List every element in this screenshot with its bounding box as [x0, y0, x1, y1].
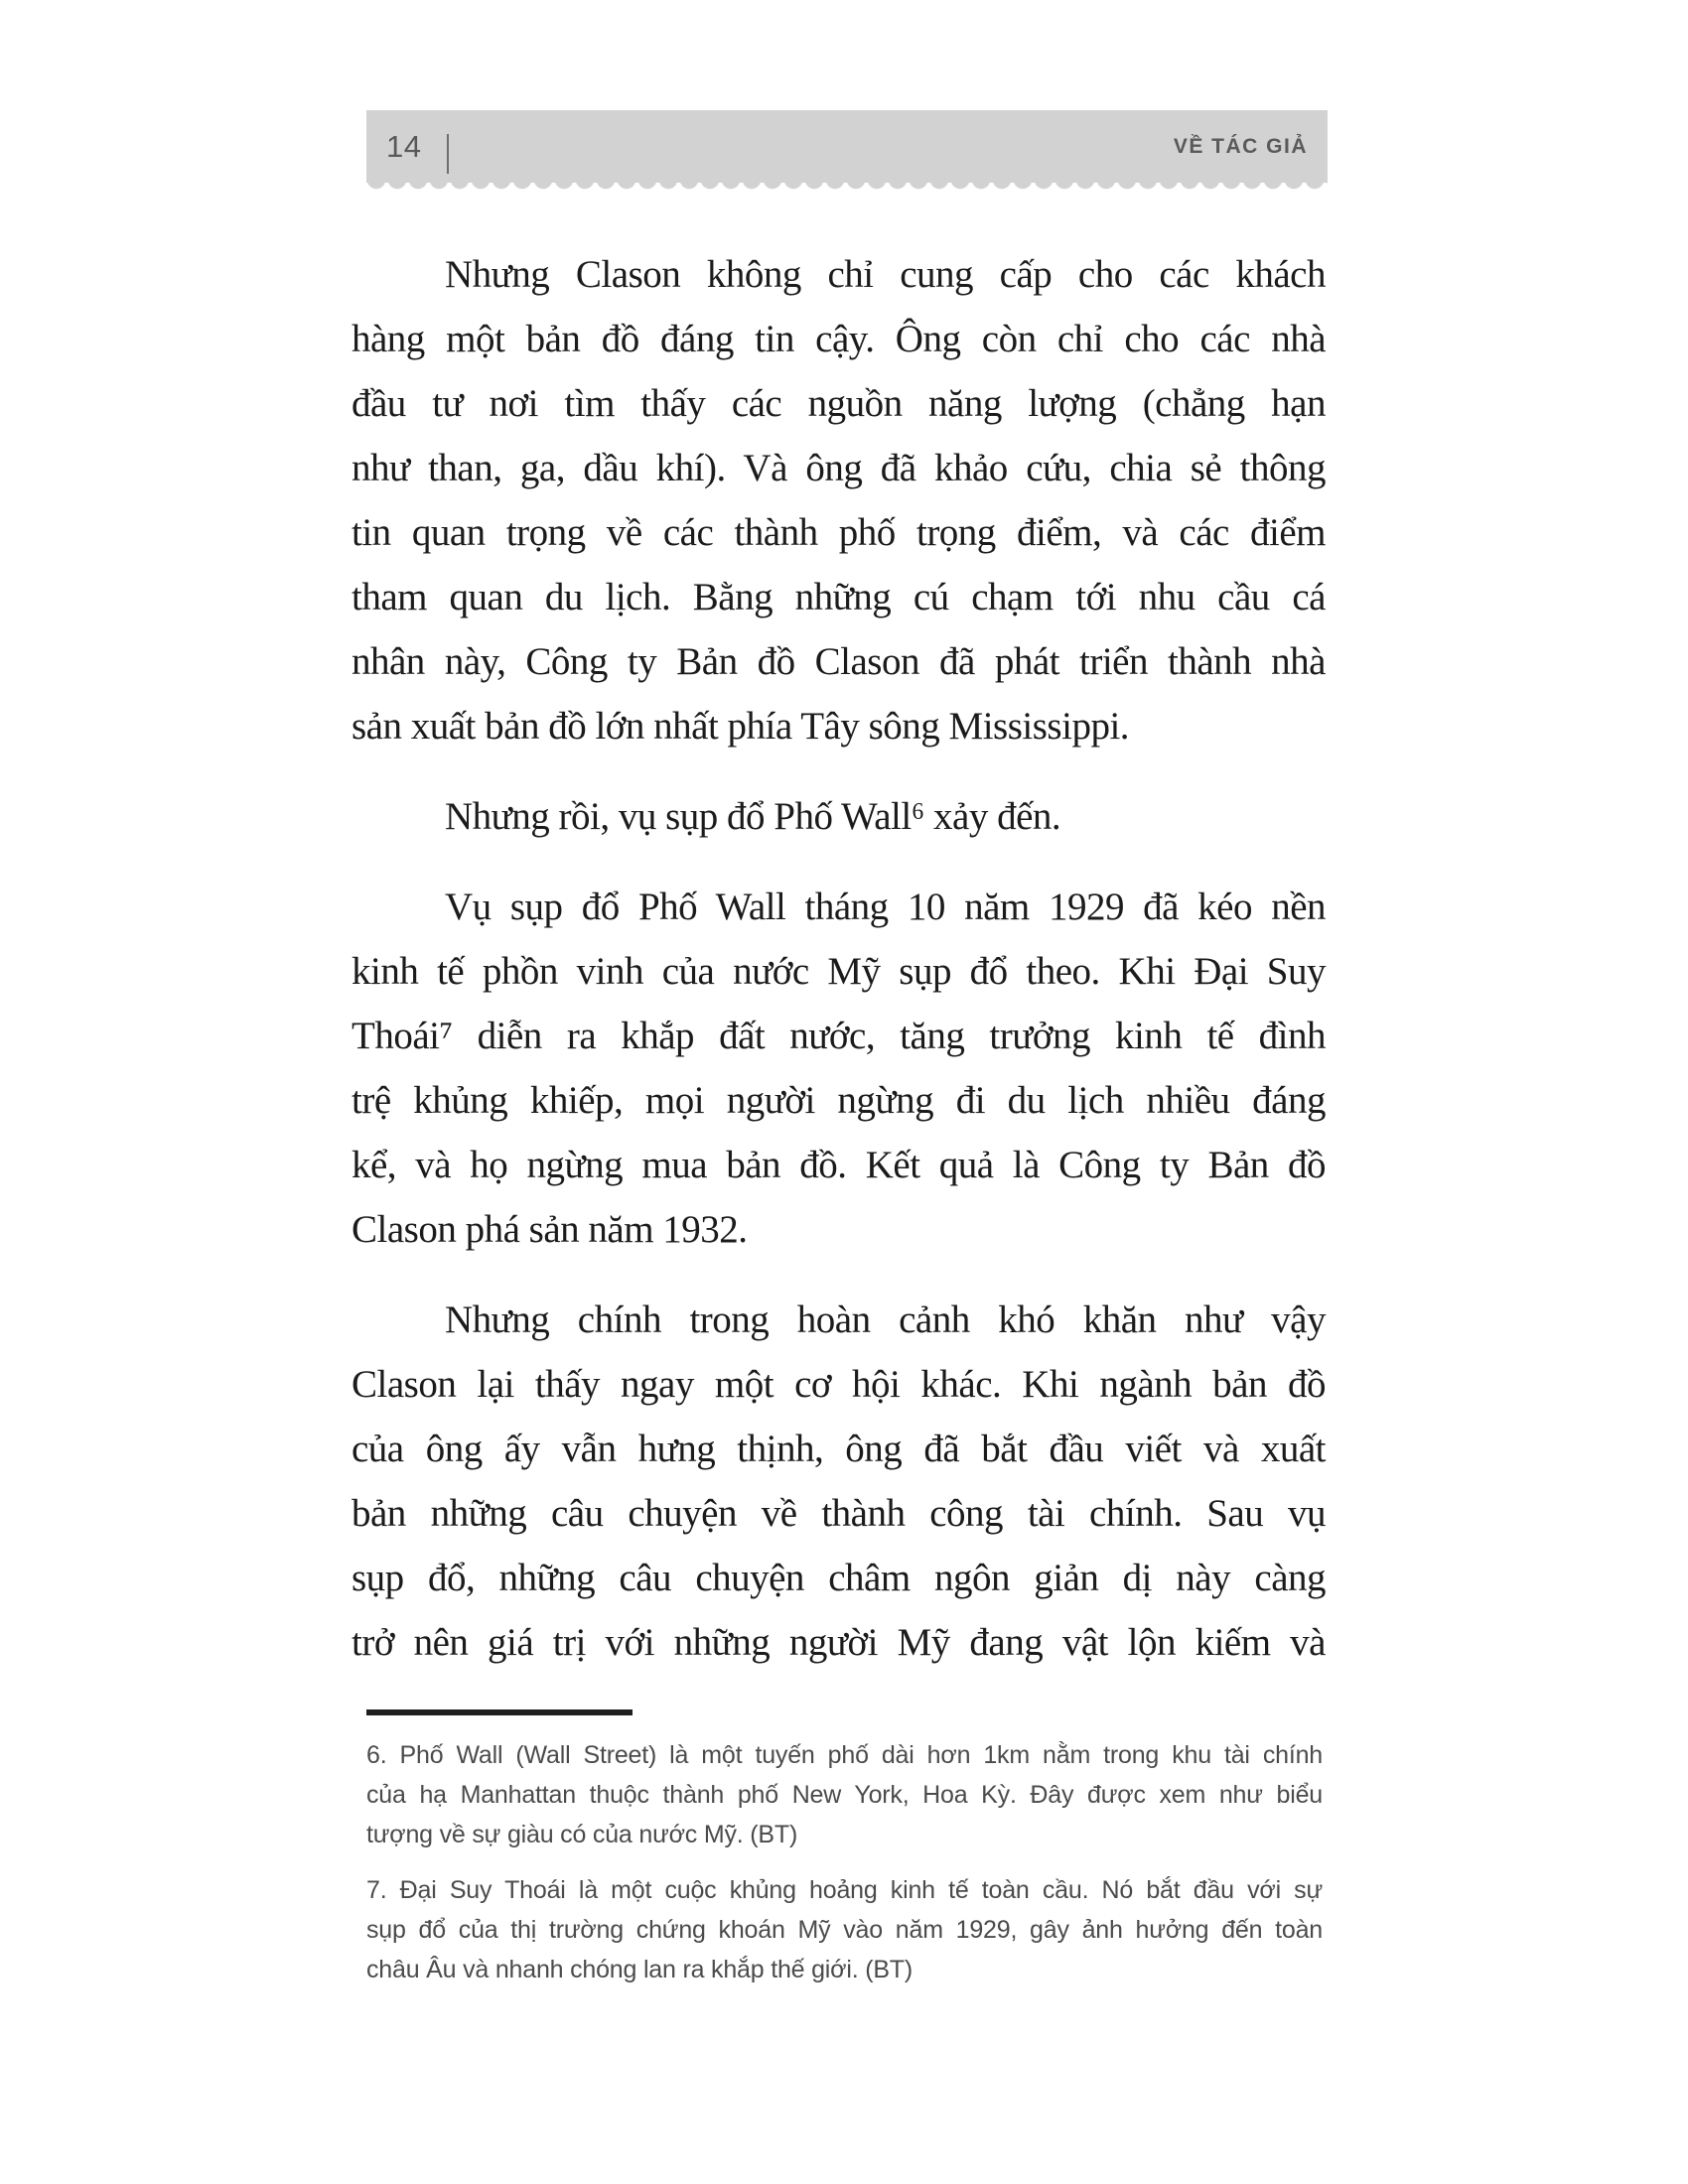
paragraph [352, 875, 1326, 1262]
text-line: Clason phá sản năm 1932. [352, 1208, 748, 1251]
text-line: tham quan du lịch. Bằng những cú chạm tới nhu cầu cá [352, 576, 1326, 618]
footnotes [366, 1735, 1323, 2005]
footnote [366, 1735, 1323, 1854]
text-line: của ông ấy vẫn hưng thịnh, ông đã bắt đầu viết và xuất [352, 1428, 1326, 1470]
text-line: châu Âu và nhanh chóng lan ra khắp thế giới. (BT) [366, 1956, 913, 1983]
footnote [366, 1870, 1323, 1989]
text-line: sản xuất bản đồ lớn nhất phía Tây sông Mississippi. [352, 705, 1130, 748]
text-line: hàng một bản đồ đáng tin cậy. Ông còn chỉ cho các nhà [352, 318, 1326, 360]
text-line: Clason lại thấy ngay một cơ hội khác. Khi ngành bản đồ [352, 1363, 1326, 1406]
text-line: trệ khủng khiếp, mọi người ngừng đi du lịch nhiều đáng [352, 1079, 1326, 1122]
text-line: nhân này, Công ty Bản đồ Clason đã phát triển thành nhà [352, 640, 1326, 683]
text-line: Thoái⁷ diễn ra khắp đất nước, tăng trưởng kinh tế đình [352, 1015, 1326, 1057]
page-header-band [366, 110, 1328, 183]
text-line: tượng về sự giàu có của nước Mỹ. (BT) [366, 1821, 798, 1848]
text-line: bản những câu chuyện về thành công tài chính. Sau vụ [352, 1492, 1326, 1535]
text-line: đầu tư nơi tìm thấy các nguồn năng lượng (chẳng hạn [352, 382, 1326, 425]
page-number: 14 [386, 128, 422, 164]
text-line: sụp đổ của thị trường chứng khoán Mỹ vào năm 1929, gây ảnh hưởng đến toàn [366, 1916, 1323, 1944]
text-line: trở nên giá trị với những người Mỹ đang vật lộn kiếm và [352, 1621, 1326, 1664]
header-divider-bar [447, 134, 449, 174]
text-line: Nhưng chính trong hoàn cảnh khó khăn như vậy [445, 1298, 1326, 1341]
text-line: tin quan trọng về các thành phố trọng điểm, và các điểm [352, 511, 1326, 554]
text-line: Nhưng Clason không chỉ cung cấp cho các khách [445, 253, 1326, 296]
footnote-rule [366, 1709, 633, 1715]
paragraph [352, 784, 1326, 849]
running-header-title: VỀ TÁC GIẢ [1173, 134, 1308, 158]
text-line: Vụ sụp đổ Phố Wall tháng 10 năm 1929 đã kéo nền [445, 886, 1326, 928]
text-line: của hạ Manhattan thuộc thành phố New York, Hoa Kỳ. Đây được xem như biểu [366, 1781, 1323, 1809]
text-line: Nhưng rồi, vụ sụp đổ Phố Wall⁶ xảy đến. [445, 795, 1061, 838]
paragraph [352, 1288, 1326, 1675]
text-line: kinh tế phồn vinh của nước Mỹ sụp đổ theo. Khi Đại Suy [352, 950, 1326, 993]
text-line: 7. Đại Suy Thoái là một cuộc khủng hoảng kinh tế toàn cầu. Nó bắt đầu với sự [366, 1876, 1323, 1904]
paragraph [352, 242, 1326, 758]
text-line: kể, và họ ngừng mua bản đồ. Kết quả là Công ty Bản đồ [352, 1144, 1326, 1186]
text-line: 6. Phố Wall (Wall Street) là một tuyến phố dài hơn 1km nằm trong khu tài chính [366, 1741, 1323, 1769]
body-text [352, 242, 1326, 1701]
text-line: sụp đổ, những câu chuyện châm ngôn giản dị này càng [352, 1557, 1326, 1599]
text-line: như than, ga, dầu khí). Và ông đã khảo cứu, chia sẻ thông [352, 447, 1326, 489]
